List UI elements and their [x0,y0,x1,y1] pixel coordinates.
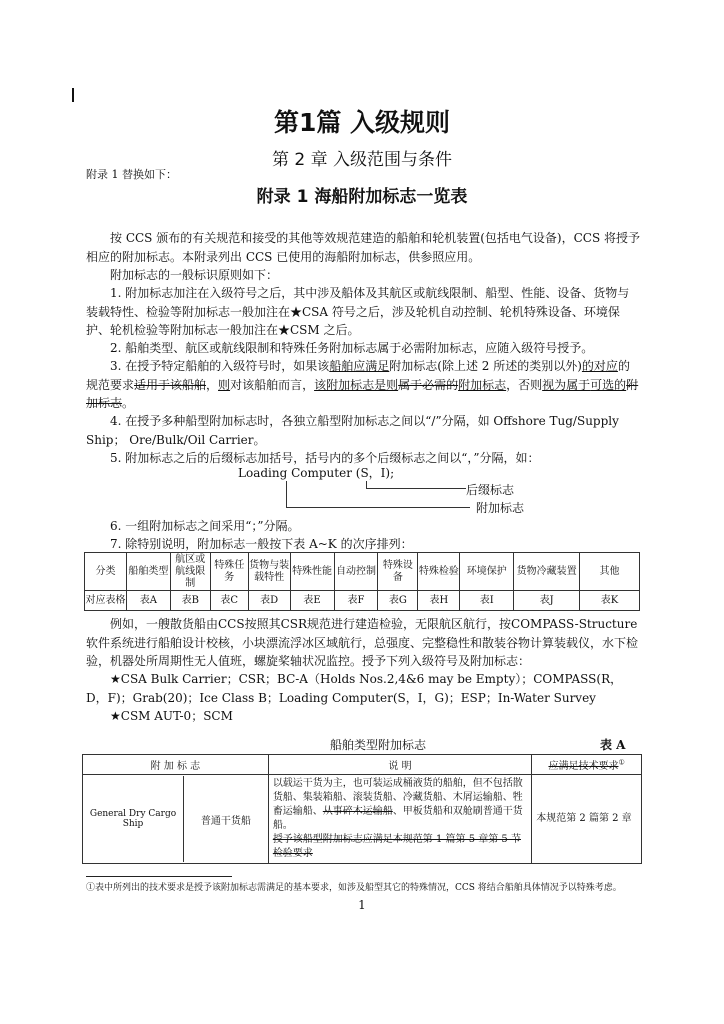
table-ref-row [85,591,640,611]
category-row [85,553,640,591]
item-3-inserted: 则 [218,377,231,392]
item-3-inserted: 附加标志 [458,377,507,392]
table-a-requirement-cell: 本规范第 2 篇第 2 章 [532,775,642,864]
chapter-title: 第 2 章 入级范围与条件 [271,150,453,170]
table-ref-cell: 表D [248,591,290,611]
paragraph-item-2: 2. 船舶类型、航区或航线限制和特殊任务附加标志属于必需附加标志，应随入级符号授予。 [110,341,594,355]
example-csm-notation: ★CSM AUT-0；SCM [110,709,233,723]
table-a-header-text: 应满足技术要求 [548,761,619,772]
paragraph-item-6: 6. 一组附加标志之间采用“；”分隔。 [110,519,300,533]
paragraph-item-3 [86,357,641,413]
replace-note: 附录 1 替换如下： [86,168,177,181]
item-3-deleted: 属于必需的 [398,377,459,392]
table-ref-cell: 表K [580,591,640,611]
table-a-header: 附 加 标 志 [83,755,269,775]
table-ref-cell: 表J [514,591,580,611]
category-cell: 特殊设备 [378,553,418,591]
table-ref-cell: 表C [210,591,248,611]
category-cell: 货物与装载特性 [248,553,290,591]
category-cell: 船舶类型 [126,553,170,591]
paragraph-intro: 按 CCS 颁布的有关规范和接受的其他等效规范建造的船舶和轮机装置(包括电气设备)，CCS 将授予相应的附加标志。本附录列出 CCS 已使用的海船附加标志，供参照应用。 [86,231,640,264]
category-cell: 环境保护 [460,553,514,591]
paragraph-item-5: 5. 附加标志之后的后缀标志加括号，括号内的多个后缀标志之间以“，”分隔，如： [110,451,540,465]
table-a-description-cell [268,775,531,864]
table-ref-cell: 表I [460,591,514,611]
part-title: 第1篇 入级规则 [273,108,451,137]
table-a-header-row [83,755,642,775]
description-deleted: 从事碎木运输船 [322,806,393,817]
item-3-text: 3. 在授予特定船舶的入级符号时，如果该 [110,359,330,373]
page-number: 1 [358,898,366,912]
table-ref-cell: 表G [378,591,418,611]
footnote-rule [86,876,232,877]
notation-chinese: 普通干货船 [200,815,251,827]
table-a-caption: 船舶类型附加标志 [330,738,427,752]
item-3-deleted: 视为属于 [542,377,591,392]
item-3-inserted: 该附加标志是则 [314,377,399,392]
example-paragraph: 例如，一艘散货船由CCS按照其CSR规范进行建造检验，无限航区航行，按COMPASS-Structure软件系统进行船舶设计校核，小块漂流浮冰区域航行，总强度、完整稳性和散装谷物计算装载仪，水下检验，机器处所周期性无人值班，螺旋桨轴状况监控。授予下列入级符号及附加标志： [86,617,639,668]
footnote-mark: ① [618,758,625,767]
description-text: 以载运干货为主，也可装运成桶液货的船舶，但不包括散货船、集装箱船、滚装货船、冷藏货船、木屑运输船、牲畜运输船、 [272,778,523,817]
table-ref-cell: 表F [334,591,378,611]
category-cell: 货物冷藏装置 [514,553,580,591]
diagram-connector [286,507,470,508]
paragraph-item-4: 4. 在授予多种船型附加标志时，各独立船型附加标志之间以“/”分隔，如 Offshore Tug/Supply Ship； Ore/Bulk/Oil Carrier。 [86,414,619,447]
table-a-header [532,755,642,775]
paragraph-principles: 附加标志的一般标识原则如下： [110,268,279,282]
example-csa-notation: ★CSA Bulk Carrier；CSR；BC-A（Holds Nos.2,4&6 may be Empty）；COMPASS(R，D，F)；Grab(20)；Ice Class B；Loading Computer(S，I，G)；ESP；In-Water Survey [86,672,623,705]
table-a-notation-cell [83,775,269,864]
paragraph-item-1: 1. 附加标志加注在入级符号之后，其中涉及船体及其航区或航线限制、船型、性能、设备、货物与装载特性、检验等附加标志一般加注在★CSA 符号之后，涉及轮机自动控制、轮机特殊设备、环境保护、轮机检验等附加标志一般加注在★CSM 之后。 [86,286,630,337]
diagram-example: Loading Computer (S，I); [238,466,395,480]
diagram-connector [366,488,466,489]
table-a [82,754,642,864]
revision-marker [72,88,74,102]
diagram-label-additional: 附加标志 [476,501,525,515]
table-a-header: 说 明 [268,755,531,775]
item-3-text: 的规范要求 [86,359,630,392]
item-3-text: 附加标志(除上述 2 所述的类别以外) [389,359,582,373]
category-cell: 其他 [580,553,640,591]
category-order-table [84,552,640,611]
item-3-text: ，否则 [506,377,543,392]
item-3-inserted: 船舶应满足 [329,359,390,373]
diagram-label-suffix: 后缀标志 [466,483,515,497]
item-3-deleted: 适用于该船舶 [134,377,207,392]
table-ref-cell: 对应表格 [85,591,127,611]
category-cell: 自动控制 [334,553,378,591]
notation-english: General Dry Cargo Ship [89,809,177,829]
diagram-connector [286,481,287,508]
appendix-title: 附录 1 海船附加标志一览表 [256,187,468,207]
category-cell: 特殊性能 [290,553,334,591]
category-cell: 特殊任务 [210,553,248,591]
item-3-inserted: 可选的 [590,377,627,392]
item-3-inserted: 的对应 [581,359,618,373]
description-text: 、甲板货船和双舱刷普通干货船。 [272,806,523,831]
table-ref-cell: 表B [170,591,210,611]
table-ref-cell: 表A [126,591,170,611]
paragraph-item-7: 7. 除特别说明，附加标志一般按下表 A~K 的次序排列： [110,537,413,551]
category-cell: 特殊检验 [418,553,460,591]
item-3-deleted: 附加标志 [86,377,639,410]
category-cell: 分类 [85,553,127,591]
table-a-label: 表 A [600,738,626,752]
category-cell: 航区或航线限制 [170,553,210,591]
table-row [83,775,642,864]
item-3-text: 对该船舶而言， [230,377,315,392]
item-3-text: 。 [122,396,135,410]
table-ref-cell: 表H [418,591,460,611]
item-3-text: ， [206,377,219,392]
description-deleted: 授予该船型附加标志应满足本规范第 1 篇第 5 章第 5 节检验要求 [272,834,521,859]
table-ref-cell: 表E [290,591,334,611]
footnote: ①表中所列出的技术要求是授予该附加标志需满足的基本要求，如涉及船型其它的特殊情况，CCS 将结合船舶具体情况予以特殊考虑。 [86,883,622,893]
